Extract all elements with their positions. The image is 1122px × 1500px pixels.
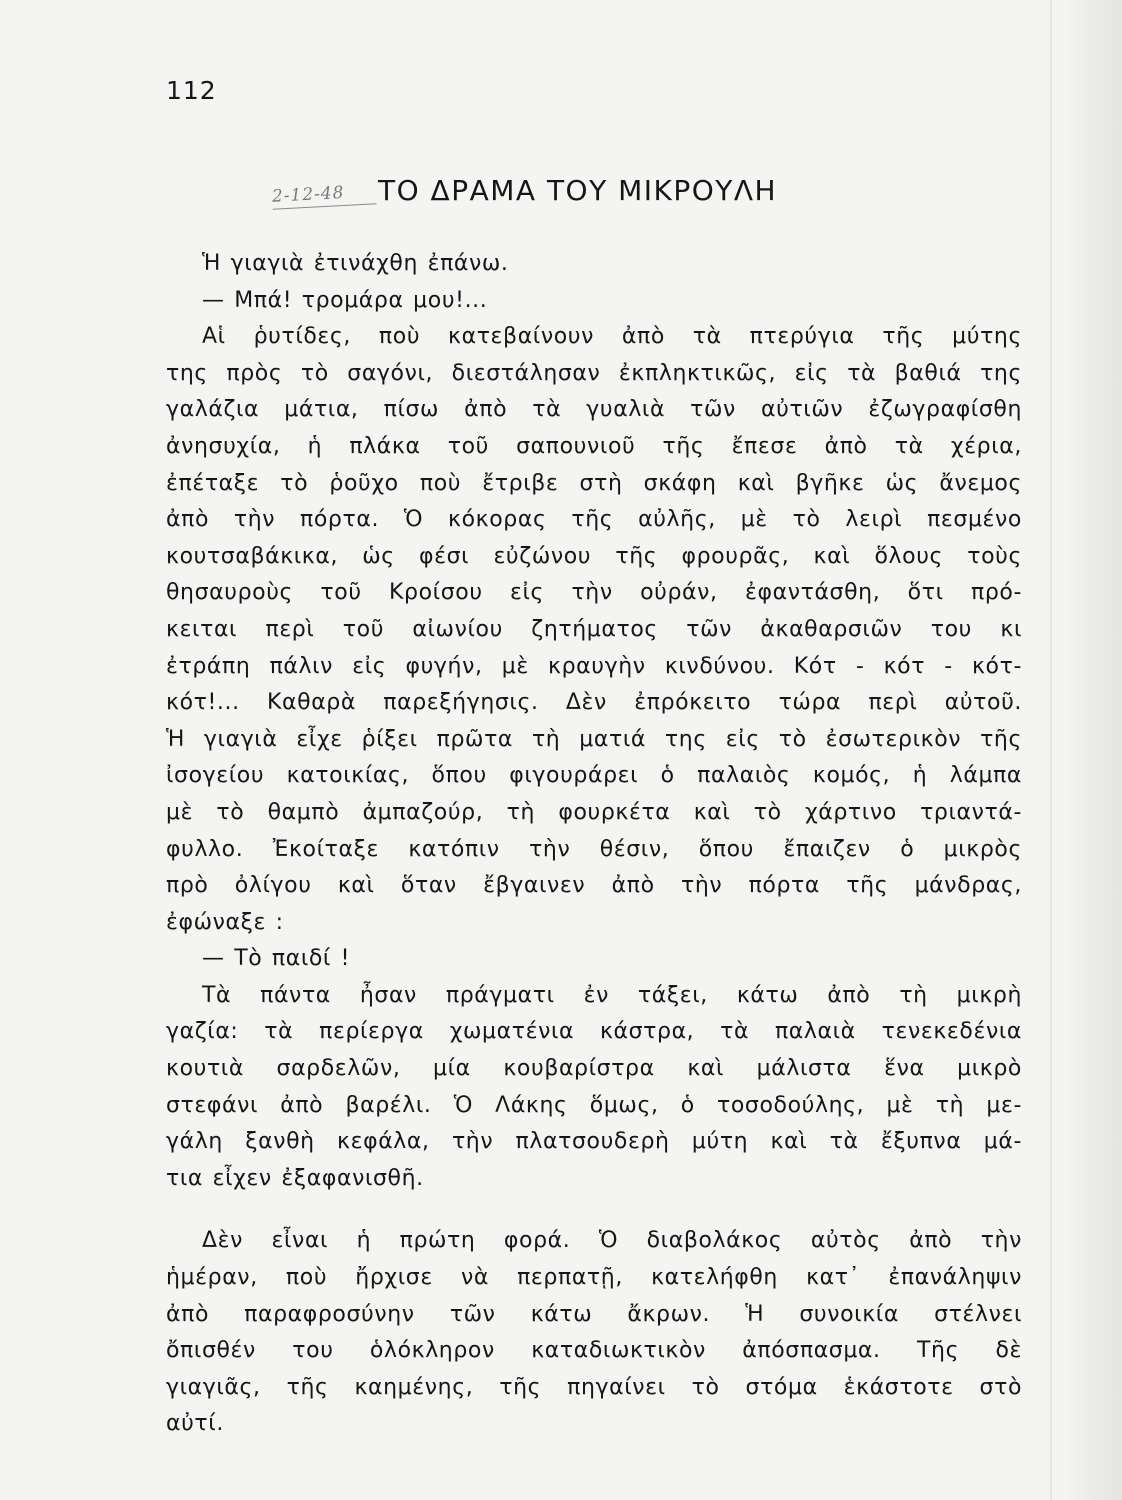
paragraph-gap	[166, 1197, 1022, 1223]
body-text	[166, 246, 1022, 1443]
text-line: πρὸ ὀλίγου καὶ ὅταν ἔβγαινεν ἀπὸ τὴν πόρτα τῆς μάνδρας,	[166, 873, 1022, 899]
text-line: Ἡ γιαγιὰ εἶχε ῥίξει πρῶτα τὴ ματιά της εἰς τὸ ἐσωτερικὸν τῆς	[166, 726, 1022, 752]
page-edge-shadow	[1066, 0, 1122, 1500]
text-line: — Μπά! τρομάρα μου!...	[202, 287, 488, 313]
page-number: 112	[166, 76, 217, 105]
text-line: ἐτράπη πάλιν εἰς φυγήν, μὲ κραυγὴν κινδύνου. Κότ - κότ - κότ-	[166, 653, 1022, 679]
text-line: ἐφώναξε :	[166, 909, 284, 935]
chapter-title: ΤΟ ΔΡΑΜΑ ΤΟΥ ΜΙΚΡΟΥΛΗ	[378, 174, 778, 207]
text-line: ἀπὸ τὴν πόρτα. Ὁ κόκορας τῆς αὐλῆς, μὲ τὸ λειρὶ πεσμένο	[166, 507, 1022, 533]
text-line: κότ!... Καθαρὰ παρεξήγησις. Δὲν ἐπρόκειτο τώρα περὶ αὐτοῦ.	[166, 690, 1022, 716]
text-line: Τὰ πάντα ἦσαν πράγματι ἐν τάξει, κάτω ἀπὸ τὴ μικρὴ	[202, 982, 1022, 1008]
text-line: θησαυροὺς τοῦ Κροίσου εἰς τὴν οὐράν, ἐφαντάσθη, ὅτι πρό-	[166, 580, 1022, 606]
text-line: γαζία: τὰ περίεργα χωματένια κάστρα, τὰ παλαιὰ τενεκεδένια	[166, 1019, 1022, 1045]
text-line: στεφάνι ἀπὸ βαρέλι. Ὁ Λάκης ὅμως, ὁ τοσοδούλης, μὲ τὴ με-	[166, 1092, 1022, 1118]
text-line: ἰσογείου κατοικίας, ὅπου φιγουράρει ὁ παλαιὸς κομός, ἡ λάμπα	[166, 763, 1022, 789]
handwritten-date-annotation: 2-12-48	[271, 181, 376, 209]
text-line: τια εἶχεν ἐξαφανισθῆ.	[166, 1165, 424, 1191]
text-line: Δὲν εἶναι ἡ πρώτη φορά. Ὁ διαβολάκος αὐτὸς ἀπὸ τὴν	[202, 1228, 1022, 1254]
text-line: κουτιὰ σαρδελῶν, μία κουβαρίστρα καὶ μάλιστα ἕνα μικρὸ	[166, 1056, 1022, 1082]
text-line: Ἡ γιαγιὰ ἐτινάχθη ἐπάνω.	[202, 251, 509, 276]
text-line: ὄπισθέν του ὁλόκληρον καταδιωκτικὸν ἀπόσπασμα. Τῆς δὲ	[166, 1338, 1022, 1364]
text-line: της πρὸς τὸ σαγόνι, διεστάλησαν ἐκπληκτικῶς, εἰς τὰ βαθιά της	[166, 360, 1022, 386]
text-line: αὐτί.	[166, 1411, 224, 1437]
text-line: ἡμέραν, ποὺ ἤρχισε νὰ περπατῇ, κατελήφθη κατ᾿ ἐπανάληψιν	[166, 1265, 1022, 1291]
text-line: Αἱ ῥυτίδες, ποὺ κατεβαίνουν ἀπὸ τὰ πτερύγια τῆς μύτης	[202, 324, 1022, 350]
text-line: γιαγιᾶς, τῆς καημένης, τῆς πηγαίνει τὸ στόμα ἑκάστοτε στὸ	[166, 1374, 1022, 1400]
text-line: γαλάζια μάτια, πίσω ἀπὸ τὰ γυαλιὰ τῶν αὐτιῶν ἐζωγραφίσθη	[166, 397, 1022, 423]
text-line: ἀνησυχία, ἡ πλάκα τοῦ σαπουνιοῦ τῆς ἔπεσε ἀπὸ τὰ χέρια,	[166, 433, 1022, 459]
text-line: γάλη ξανθὴ κεφάλα, τὴν πλατσουδερὴ μύτη καὶ τὰ ἔξυπνα μά-	[166, 1129, 1022, 1155]
text-line: ἀπὸ παραφροσύνην τῶν κάτω ἄκρων. Ἡ συνοικία στέλνει	[166, 1301, 1022, 1327]
text-line: ἐπέταξε τὸ ῥοῦχο ποὺ ἔτριβε στὴ σκάφη καὶ βγῆκε ὡς ἄνεμος	[166, 470, 1022, 496]
text-line: μὲ τὸ θαμπὸ ἀμπαζούρ, τὴ φουρκέτα καὶ τὸ χάρτινο τριαντά-	[166, 799, 1022, 825]
page-fold	[1050, 0, 1052, 1500]
text-line: φυλλο. Ἐκοίταξε κατόπιν τὴν θέσιν, ὅπου ἔπαιζεν ὁ μικρὸς	[166, 836, 1022, 862]
text-line: κουτσαβάκικα, ὡς φέσι εὐζώνου τῆς φρουρᾶς, καὶ ὅλους τοὺς	[166, 543, 1022, 569]
text-line: — Τὸ παιδί !	[202, 946, 350, 972]
text-line: κειται περὶ τοῦ αἰωνίου ζητήματος τῶν ἀκαθαρσιῶν του κι	[166, 616, 1022, 642]
